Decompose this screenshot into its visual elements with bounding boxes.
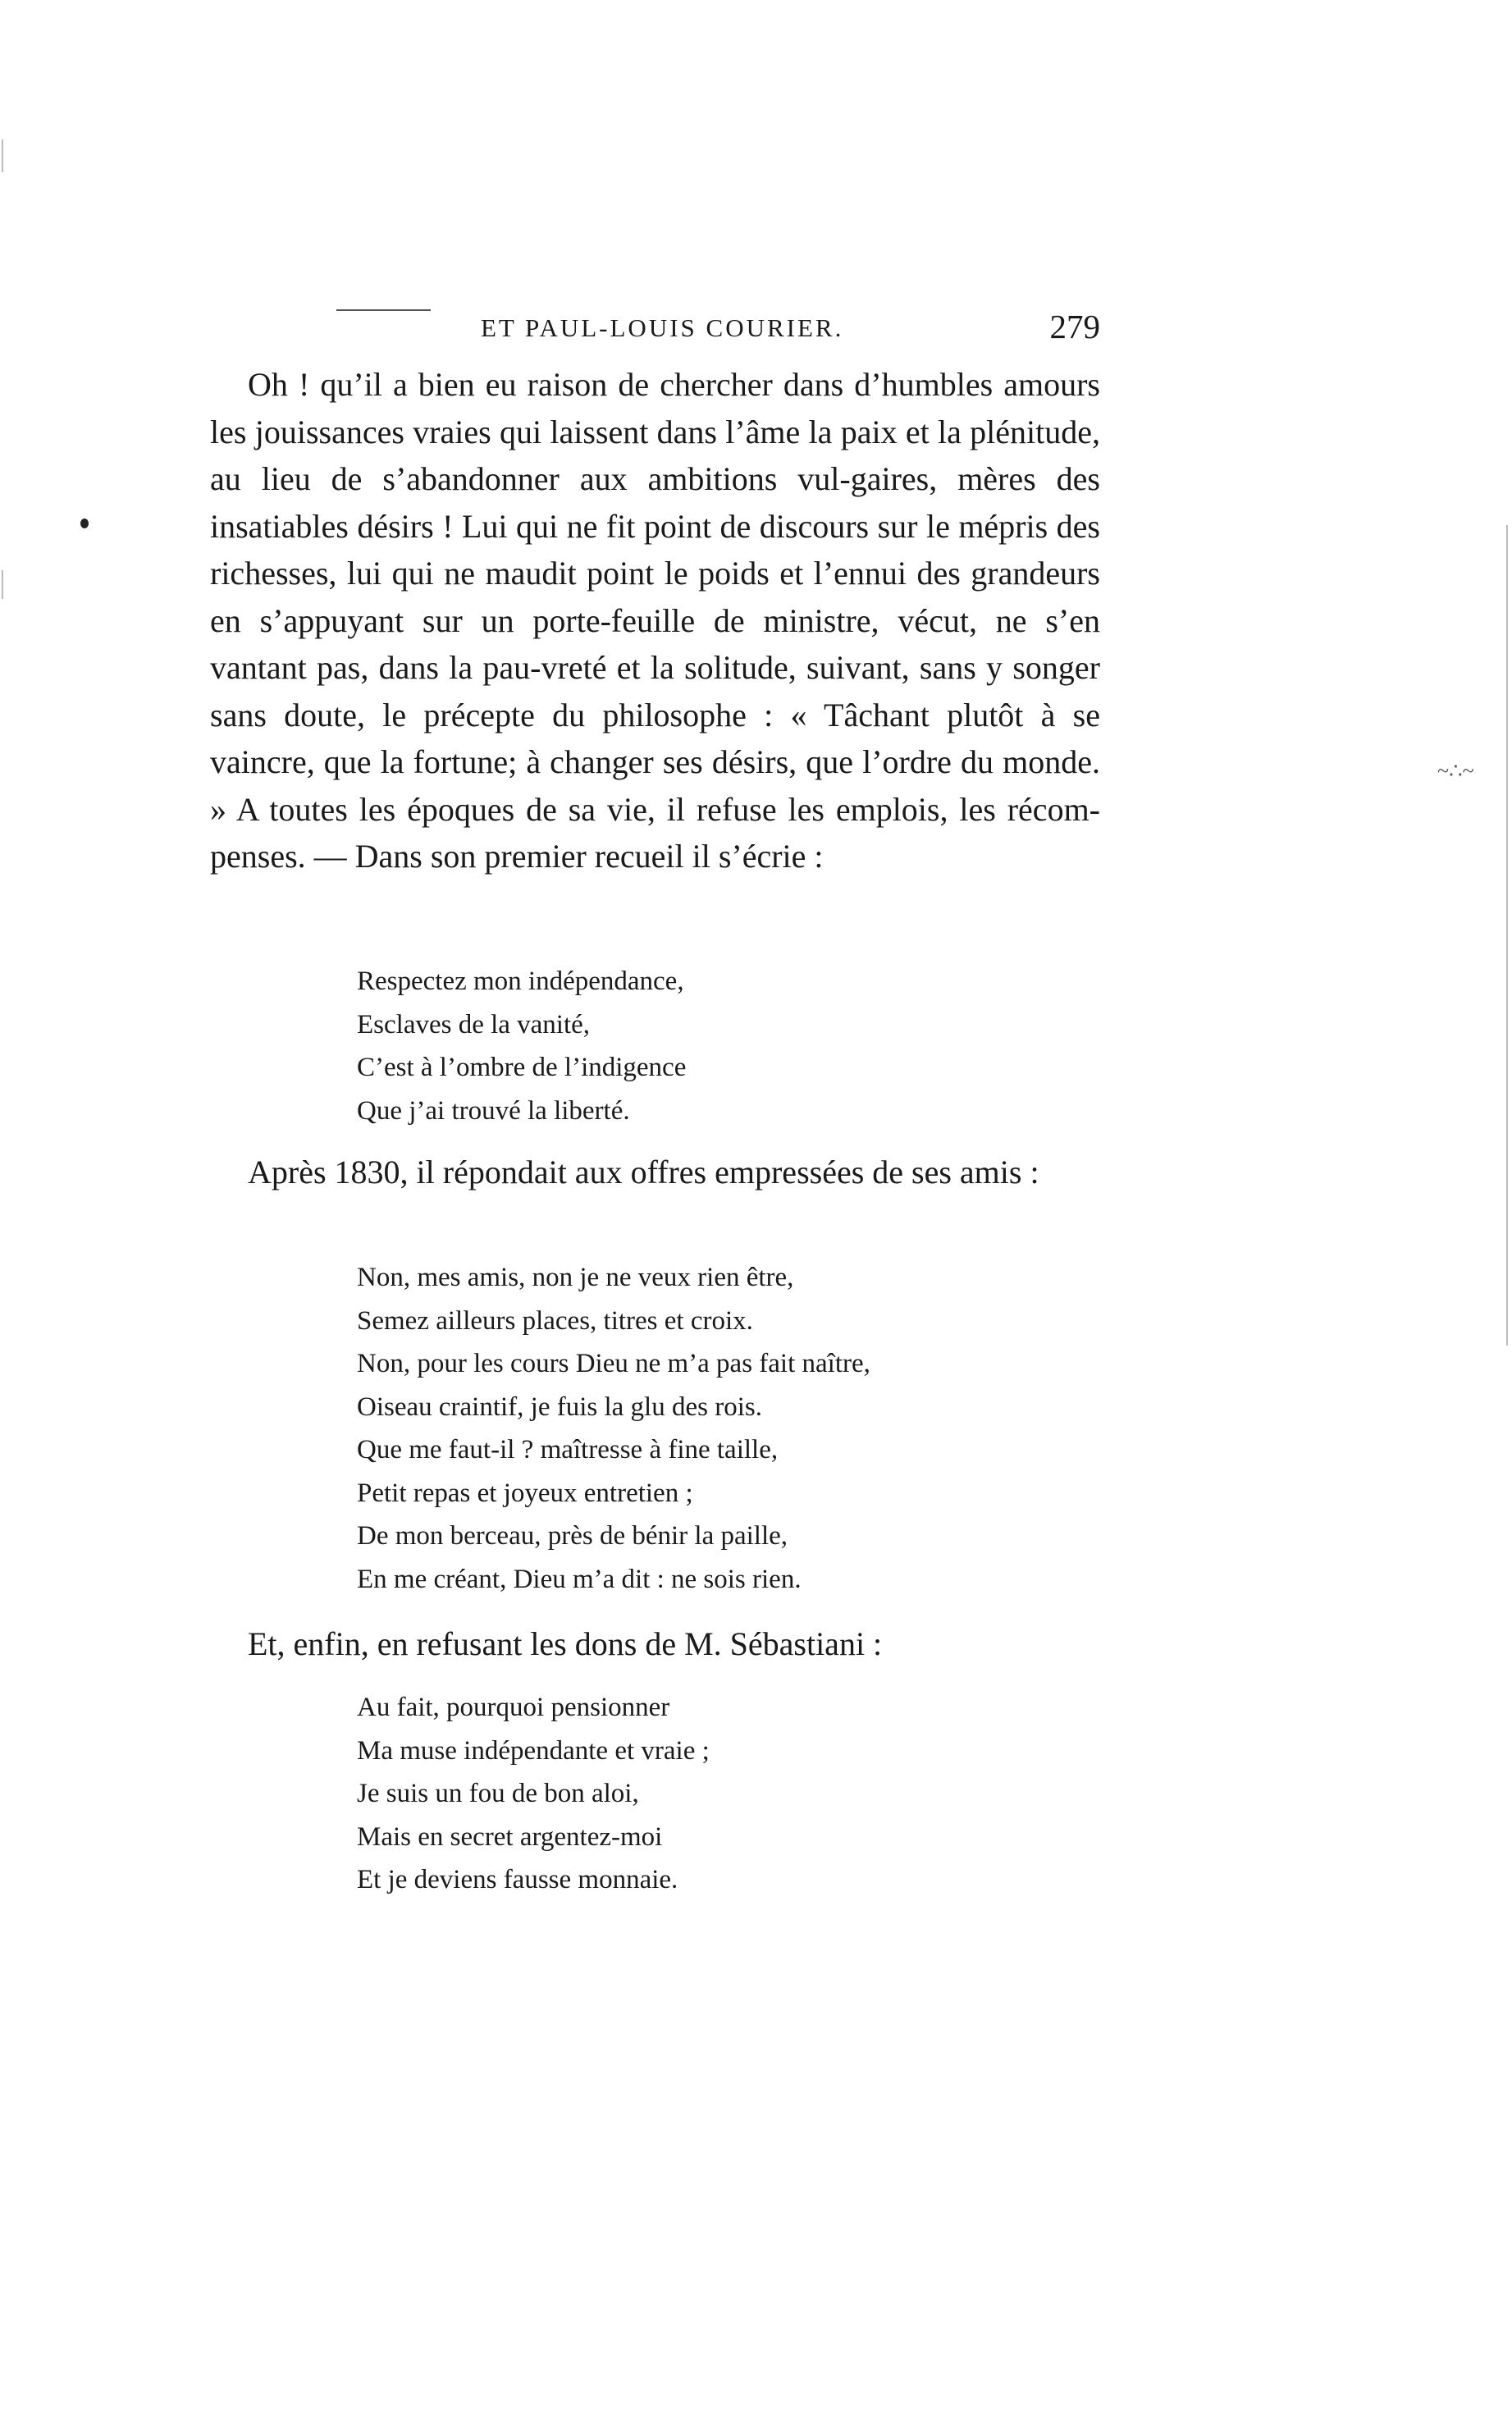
paragraph-2 (210, 1149, 1100, 1196)
paragraph-text: Oh ! qu’il a bien eu raison de chercher dans d’humbles amours les jouissances vraies qui laissent dans l’âme la paix et la plénitude, au lieu de s’abandonner aux ambitions vul-gaires, mères des insatiables désirs ! Lui qui ne fit point de discours sur le mépris des richesses, lui qui ne maudit point le poids et l’ennui des grandeurs en s’appuyant sur un porte-feuille de ministre, vécut, ne s’en vantant pas, dans la pau-vreté et la solitude, suivant, sans y songer sans doute, le précepte du philosophe : « Tâchant plutôt à se vaincre, que la fortune; à changer ses désirs, que l’ordre du monde. » A toutes les époques de sa vie, il refuse les emplois, les récom-penses. — Dans son premier recueil il s’écrie : (210, 366, 1100, 875)
verse-line: Non, mes amis, non je ne veux rien être, (357, 1263, 794, 1292)
paragraph-1 (210, 361, 1100, 880)
verse-line: Mais en secret argentez-moi (357, 1821, 663, 1852)
verse-3 (357, 1686, 710, 1902)
verse-2 (357, 1256, 870, 1601)
paragraph-text: Et, enfin, en refusant les dons de M. Sébastiani : (248, 1625, 883, 1662)
scan-edge-left (2, 139, 3, 172)
verse-1 (357, 960, 686, 1132)
verse-line: Au fait, pourquoi pensionner (357, 1693, 670, 1722)
paragraph-3 (210, 1620, 1100, 1668)
scan-edge-right (1506, 525, 1508, 1346)
verse-line: Semez ailleurs places, titres et croix. (357, 1305, 753, 1336)
verse-line: Je suis un fou de bon aloi, (357, 1779, 639, 1808)
verse-line: Que me faut-il ? maîtresse à fine taille, (357, 1435, 779, 1465)
verse-line: Non, pour les cours Dieu ne m’a pas fait naître, (357, 1349, 870, 1378)
margin-dot (80, 519, 89, 528)
verse-line: Oiseau craintif, je fuis la glu des rois. (357, 1392, 762, 1422)
verse-line: De mon berceau, près de bénir la paille, (357, 1521, 788, 1551)
verse-line: Que j’ai trouvé la liberté. (357, 1095, 630, 1126)
verse-line: Esclaves de la vanité, (357, 1009, 591, 1040)
verse-line: Ma muse indépendante et vraie ; (357, 1735, 710, 1766)
verse-line: Et je deviens fausse monnaie. (357, 1865, 678, 1894)
verse-line: Petit repas et joyeux entretien ; (357, 1478, 693, 1508)
margin-smudge: ~∴~ (1437, 759, 1474, 783)
scan-mark-top (336, 309, 431, 311)
page-number: 279 (1049, 308, 1100, 345)
verse-line: Respectez mon indépendance, (357, 967, 684, 996)
paragraph-text: Après 1830, il répondait aux offres empressées de ses amis : (248, 1154, 1039, 1190)
scan-edge-left-2 (2, 570, 3, 599)
running-title: ET PAUL-LOUIS COURIER. (481, 313, 844, 342)
verse-line: C’est à l’ombre de l’indigence (357, 1053, 687, 1082)
verse-line: En me créant, Dieu m’a dit : ne sois rien. (357, 1564, 802, 1594)
running-header (210, 308, 1100, 354)
